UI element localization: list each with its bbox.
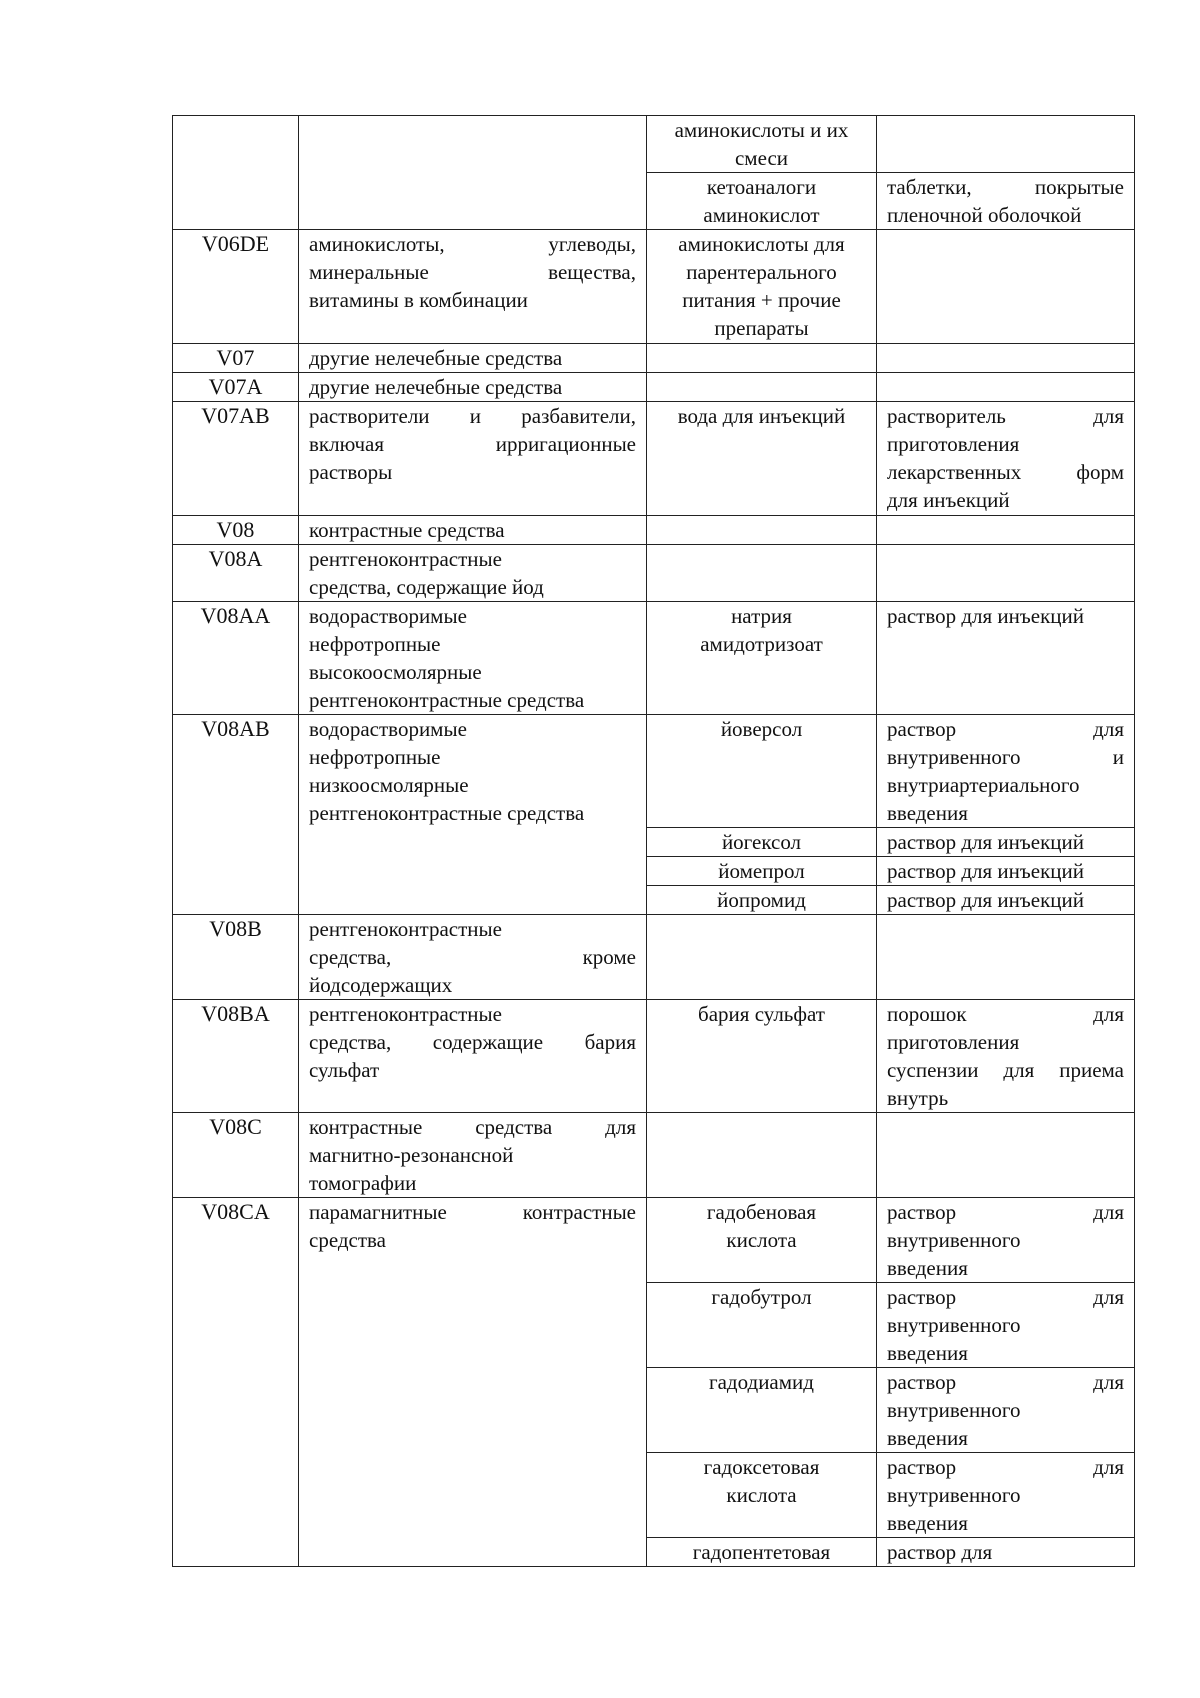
inn-cell: вода для инъекций bbox=[647, 402, 877, 516]
group-name-cell bbox=[299, 1113, 647, 1198]
inn-cell: бария сульфат bbox=[647, 1000, 877, 1113]
text-line: гадоксетовая bbox=[703, 1455, 820, 1479]
text-line: средства bbox=[309, 1228, 387, 1252]
text-line: водорастворимые bbox=[309, 717, 467, 741]
text-line: внутривенного bbox=[887, 1228, 1021, 1252]
dosage-form-cell: раствор для инъекций bbox=[877, 857, 1135, 886]
text-line: минеральные вещества, bbox=[309, 260, 636, 284]
atc-code-cell: V07 bbox=[173, 344, 299, 373]
text-line: сульфат bbox=[309, 1058, 380, 1082]
text-line: кислота bbox=[726, 1483, 797, 1507]
inn-cell: йоверсол bbox=[647, 715, 877, 828]
text-line: кетоаналоги bbox=[706, 175, 817, 199]
inn-cell bbox=[647, 516, 877, 545]
text-line: томографии bbox=[309, 1171, 417, 1195]
atc-code-cell: V08BA bbox=[173, 1000, 299, 1113]
text-line: раствор для bbox=[887, 1370, 1124, 1394]
dosage-form-cell bbox=[877, 1453, 1135, 1538]
dosage-form-cell bbox=[877, 715, 1135, 828]
text-line: натрия bbox=[731, 604, 792, 628]
text-line: парентерального bbox=[686, 260, 837, 284]
inn-cell: йопромид bbox=[647, 886, 877, 915]
text-line: рентгеноконтрастные bbox=[309, 917, 502, 941]
table-row bbox=[173, 1000, 1135, 1113]
inn-cell bbox=[647, 344, 877, 373]
text-line: внутриартериального bbox=[887, 773, 1080, 797]
text-line: раствор для bbox=[887, 717, 1124, 741]
table-row bbox=[173, 602, 1135, 715]
atc-code-cell: V06DE bbox=[173, 230, 299, 344]
text-line: внутрь bbox=[887, 1086, 949, 1110]
inn-cell bbox=[647, 373, 877, 402]
inn-cell bbox=[647, 915, 877, 1000]
text-line: раствор для bbox=[887, 1540, 993, 1564]
group-name-cell bbox=[299, 116, 647, 230]
atc-code-cell: V08B bbox=[173, 915, 299, 1000]
group-name-cell bbox=[299, 1198, 647, 1567]
inn-cell bbox=[647, 602, 877, 715]
inn-cell: гадодиамид bbox=[647, 1368, 877, 1453]
dosage-form-cell: раствор для инъекций bbox=[877, 828, 1135, 857]
text-line: суспензии для приема bbox=[887, 1058, 1124, 1082]
atc-code-cell: V07A bbox=[173, 373, 299, 402]
text-line: средства, кроме bbox=[309, 945, 636, 969]
text-line: высокоосмолярные bbox=[309, 660, 482, 684]
inn-cell: гадопентетовая bbox=[647, 1538, 877, 1567]
text-line: приготовления bbox=[887, 1030, 1020, 1054]
atc-code-cell: V08A bbox=[173, 545, 299, 602]
group-name-cell bbox=[299, 402, 647, 516]
text-line: кислота bbox=[726, 1228, 797, 1252]
text-line: таблетки, покрытые bbox=[887, 175, 1124, 199]
inn-cell: йогексол bbox=[647, 828, 877, 857]
atc-code-cell: V08C bbox=[173, 1113, 299, 1198]
table-row bbox=[173, 715, 1135, 828]
atc-code-cell: V08 bbox=[173, 516, 299, 545]
text-line: средства, содержащие йод bbox=[309, 575, 544, 599]
table-row bbox=[173, 402, 1135, 516]
dosage-form-cell bbox=[877, 373, 1135, 402]
text-line: растворители и разбавители, bbox=[309, 404, 636, 428]
table-row bbox=[173, 1113, 1135, 1198]
text-line: препараты bbox=[714, 316, 809, 340]
dosage-form-cell bbox=[877, 230, 1135, 344]
text-line: внутривенного bbox=[887, 1483, 1021, 1507]
text-line: парамагнитные контрастные bbox=[309, 1200, 636, 1224]
text-line: порошок для bbox=[887, 1002, 1124, 1026]
inn-cell: гадобутрол bbox=[647, 1283, 877, 1368]
text-line: раствор для bbox=[887, 1200, 1124, 1224]
dosage-form-cell bbox=[877, 1283, 1135, 1368]
atc-code-cell bbox=[173, 116, 299, 230]
text-line: аминокислоты, углеводы, bbox=[309, 232, 636, 256]
group-name-cell bbox=[299, 545, 647, 602]
table-row bbox=[173, 373, 1135, 402]
text-line: аминокислот bbox=[703, 203, 820, 227]
text-line: введения bbox=[887, 801, 968, 825]
table-row bbox=[173, 1198, 1135, 1283]
group-name-cell bbox=[299, 915, 647, 1000]
text-line: водорастворимые bbox=[309, 604, 467, 628]
table-row bbox=[173, 915, 1135, 1000]
text-line: низкоосмолярные bbox=[309, 773, 469, 797]
text-line: раствор для bbox=[887, 1455, 1124, 1479]
atc-code-cell: V08AB bbox=[173, 715, 299, 915]
inn-cell bbox=[647, 1453, 877, 1538]
text-line: приготовления bbox=[887, 432, 1020, 456]
text-line: рентгеноконтрастные bbox=[309, 547, 502, 571]
inn-cell bbox=[647, 173, 877, 230]
inn-cell bbox=[647, 230, 877, 344]
text-line: внутривенного и bbox=[887, 745, 1124, 769]
table-row bbox=[173, 545, 1135, 602]
text-line: раствор для bbox=[887, 1285, 1124, 1309]
table-row bbox=[173, 516, 1135, 545]
text-line: пленочной оболочкой bbox=[887, 203, 1082, 227]
table-row bbox=[173, 116, 1135, 173]
text-line: витамины в комбинации bbox=[309, 288, 528, 312]
group-name-cell: другие нелечебные средства bbox=[299, 373, 647, 402]
text-line: гадобеновая bbox=[706, 1200, 817, 1224]
group-name-cell bbox=[299, 602, 647, 715]
text-line: амидотризоат bbox=[700, 632, 823, 656]
inn-cell bbox=[647, 1198, 877, 1283]
text-line: аминокислоты и их bbox=[674, 118, 849, 142]
text-line: лекарственных форм bbox=[887, 460, 1124, 484]
dosage-form-cell bbox=[877, 1368, 1135, 1453]
text-line: введения bbox=[887, 1426, 968, 1450]
group-name-cell: контрастные средства bbox=[299, 516, 647, 545]
text-line: внутривенного bbox=[887, 1313, 1021, 1337]
dosage-form-cell bbox=[877, 915, 1135, 1000]
text-line: смеси bbox=[734, 146, 788, 170]
text-line: контрастные средства для bbox=[309, 1115, 636, 1139]
atc-code-cell: V07AB bbox=[173, 402, 299, 516]
table-row bbox=[173, 230, 1135, 344]
dosage-form-cell bbox=[877, 1198, 1135, 1283]
dosage-form-cell bbox=[877, 545, 1135, 602]
text-line: внутривенного bbox=[887, 1398, 1021, 1422]
text-line: рентгеноконтрастные средства bbox=[309, 801, 585, 825]
text-line: введения bbox=[887, 1256, 968, 1280]
inn-cell: йомепрол bbox=[647, 857, 877, 886]
text-line: нефротропные bbox=[309, 745, 441, 769]
dosage-form-cell bbox=[877, 1113, 1135, 1198]
text-line: растворитель для bbox=[887, 404, 1124, 428]
text-line: введения bbox=[887, 1341, 968, 1365]
inn-cell bbox=[647, 1113, 877, 1198]
text-line: магнитно-резонансной bbox=[309, 1143, 514, 1167]
dosage-form-cell bbox=[877, 116, 1135, 173]
group-name-cell bbox=[299, 230, 647, 344]
text-line: для инъекций bbox=[887, 488, 1010, 512]
text-line: питания + прочие bbox=[682, 288, 841, 312]
atc-drug-table bbox=[172, 115, 1135, 1567]
dosage-form-cell: раствор для инъекций bbox=[877, 602, 1135, 715]
dosage-form-cell bbox=[877, 1538, 1135, 1567]
text-line: рентгеноконтрастные bbox=[309, 1002, 502, 1026]
dosage-form-cell bbox=[877, 402, 1135, 516]
dosage-form-cell bbox=[877, 344, 1135, 373]
group-name-cell bbox=[299, 1000, 647, 1113]
dosage-form-cell bbox=[877, 1000, 1135, 1113]
dosage-form-cell bbox=[877, 516, 1135, 545]
text-line: введения bbox=[887, 1511, 968, 1535]
text-line: йодсодержащих bbox=[309, 973, 453, 997]
table-row bbox=[173, 344, 1135, 373]
text-line: аминокислоты для bbox=[678, 232, 845, 256]
atc-code-cell: V08CA bbox=[173, 1198, 299, 1567]
text-line: рентгеноконтрастные средства bbox=[309, 688, 585, 712]
inn-cell bbox=[647, 116, 877, 173]
dosage-form-cell: раствор для инъекций bbox=[877, 886, 1135, 915]
text-line: средства, содержащие бария bbox=[309, 1030, 636, 1054]
dosage-form-cell bbox=[877, 173, 1135, 230]
atc-code-cell: V08AA bbox=[173, 602, 299, 715]
group-name-cell bbox=[299, 715, 647, 915]
inn-cell bbox=[647, 545, 877, 602]
text-line: включая ирригационные bbox=[309, 432, 636, 456]
group-name-cell: другие нелечебные средства bbox=[299, 344, 647, 373]
text-line: нефротропные bbox=[309, 632, 441, 656]
text-line: растворы bbox=[309, 460, 393, 484]
